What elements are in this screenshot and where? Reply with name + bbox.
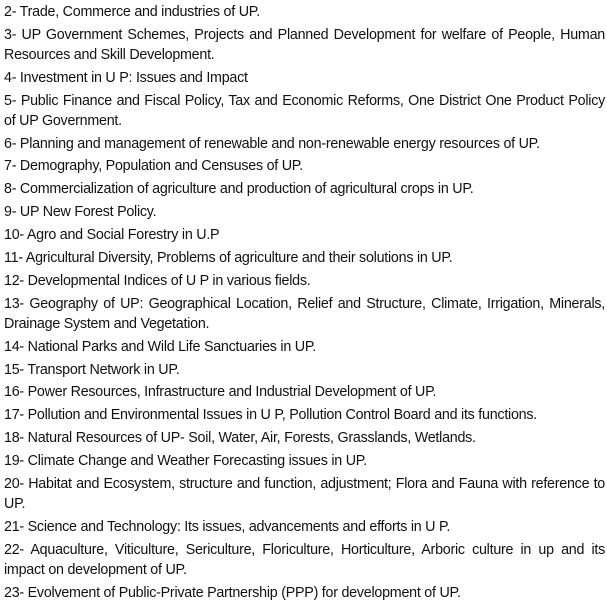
list-item: 5- Public Finance and Fiscal Policy, Tax and Economic Reforms, One District One Product Policy of UP Government. xyxy=(4,92,605,129)
list-item: 8- Commercialization of agriculture and production of agricultural crops in UP. xyxy=(4,181,474,198)
list-item: 2- Trade, Commerce and industries of UP. xyxy=(4,4,260,20)
list-item: 14- National Parks and Wild Life Sanctuaries in UP. xyxy=(4,338,317,355)
list-item: 18- Natural Resources of UP- Soil, Water, Air, Forests, Grasslands, Wetlands. xyxy=(4,430,476,447)
list-item: 16- Power Resources, Infrastructure and Industrial Development of UP. xyxy=(4,384,437,401)
list-item: 4- Investment in U P: Issues and Impact xyxy=(4,69,248,86)
list-item: 6- Planning and management of renewable and non-renewable energy resources of UP. xyxy=(4,135,540,152)
list-item: 23- Evolvement of Public-Private Partnership (PPP) for development of UP. xyxy=(4,584,461,601)
list-item: 17- Pollution and Environmental Issues in U P, Pollution Control Board and its functions. xyxy=(4,407,537,424)
list-item: 12- Developmental Indices of U P in various fields. xyxy=(4,272,311,289)
list-item: 3- UP Government Schemes, Projects and Planned Development for welfare of People, Human Resources and Skill Development. xyxy=(4,26,605,63)
list-item: 20- Habitat and Ecosystem, structure and function, adjustment; Flora and Fauna with reference to UP. xyxy=(4,476,605,513)
list-item: 19- Climate Change and Weather Forecasting issues in UP. xyxy=(4,453,367,470)
list-item: 22- Aquaculture, Viticulture, Sericulture, Floriculture, Horticulture, Arboric culture in up and its impact on development of UP. xyxy=(4,541,605,578)
list-item: 15- Transport Network in UP. xyxy=(4,361,180,378)
list-item: 21- Science and Technology: Its issues, advancements and efforts in U P. xyxy=(4,518,451,535)
list-item: 7- Demography, Population and Censuses of UP. xyxy=(4,158,303,175)
list-item: 13- Geography of UP: Geographical Location, Relief and Structure, Climate, Irrigation, Minerals, Drainage System and Vegetation. xyxy=(4,295,605,332)
list-item: 9- UP New Forest Policy. xyxy=(4,204,157,221)
list-item: 11- Agricultural Diversity, Problems of agriculture and their solutions in UP. xyxy=(4,250,453,267)
list-item: 10- Agro and Social Forestry in U.P xyxy=(4,227,220,244)
